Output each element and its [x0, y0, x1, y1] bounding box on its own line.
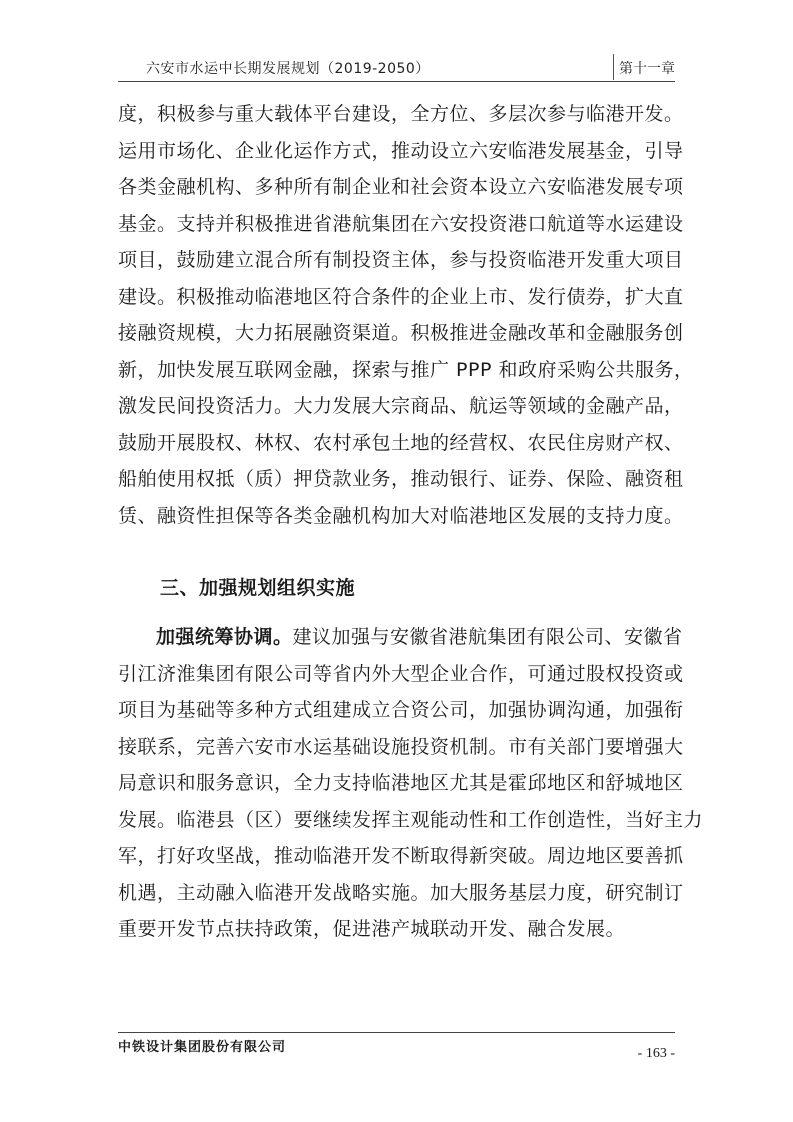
text-line: 引江济淮集团有限公司等省内外大型企业合作，可通过股权投资或 [118, 662, 684, 685]
text-line: 军，打好攻坚战，推动临港开发不断取得新突破。周边地区要善抓 [118, 845, 684, 867]
first-line-rest: 建议加强与安徽省港航集团有限公司、安徽省 [292, 626, 683, 648]
paragraph-financing [118, 96, 694, 534]
chapter-label: 第十一章 [619, 61, 675, 77]
text-line: 赁、融资性担保等各类金融机构加大对临港地区发展的支持力度。 [118, 504, 684, 527]
text-line: 项目，鼓励建立混合所有制投资主体，参与投资临港开发重大项目 [118, 249, 684, 271]
text-line: 各类金融机构、多种所有制企业和社会资本设立六安临港发展专项 [118, 176, 684, 198]
text-line: 鼓励开展股权、林权、农村承包土地的经营权、农民住房财产权、 [118, 431, 684, 454]
header-rule [118, 81, 675, 82]
text-line: 局意识和服务意识，全力支持临港地区尤其是霍邱地区和舒城地区 [118, 772, 684, 794]
text-line: 项目为基础等多种方式组建成立合资公司，加强协调沟通，加强衔 [118, 699, 684, 721]
text-line: 接联系，完善六安市水运基础设施投资机制。市有关部门要增强大 [118, 735, 684, 758]
text-line: 度，积极参与重大载体平台建设，全方位、多层次参与临港开发。 [118, 103, 684, 125]
footer-rule [118, 1032, 675, 1033]
text-line: 发展。临港县（区）要继续发挥主观能动性和工作创造性，当好主力 [118, 808, 704, 831]
text-line: 激发民间投资活力。大力发展大宗商品、航运等领域的金融产品， [118, 395, 684, 417]
text-line-first [118, 619, 681, 656]
text-line: 接融资规模，大力拓展融资渠道。积极推进金融改革和金融服务创 [118, 322, 684, 344]
paragraph-coordination [118, 619, 704, 948]
text-line: 机遇，主动融入临港开发战略实施。加大服务基层力度，研究制订 [118, 881, 684, 904]
text-line: 重要开发节点扶持政策，促进港产城联动开发、融合发展。 [118, 918, 626, 940]
company-name: 中铁设计集团股份有限公司 [118, 1040, 287, 1055]
page-header [118, 52, 675, 82]
text-line: 船舶使用权抵（质）押贷款业务，推动银行、证券、保险、融资租 [118, 468, 684, 490]
paragraph-lead: 加强统筹协调。 [156, 626, 293, 648]
text-line: 新，加快发展互联网金融，探索与推广 PPP 和政府采购公共服务， [118, 358, 694, 381]
header-divider [613, 54, 614, 80]
text-line: 基金。支持并积极推进省港航集团在六安投资港口航道等水运建设 [118, 212, 684, 235]
section-heading: 三、加强规划组织实施 [160, 577, 356, 599]
text-line: 运用市场化、企业化运作方式，推动设立六安临港发展基金，引导 [118, 139, 684, 162]
page-number: - 163 - [637, 1046, 675, 1061]
text-line: 建设。积极推动临港地区符合条件的企业上市、发行债券，扩大直 [118, 285, 684, 308]
document-title: 六安市水运中长期发展规划（2019-2050） [146, 61, 430, 77]
